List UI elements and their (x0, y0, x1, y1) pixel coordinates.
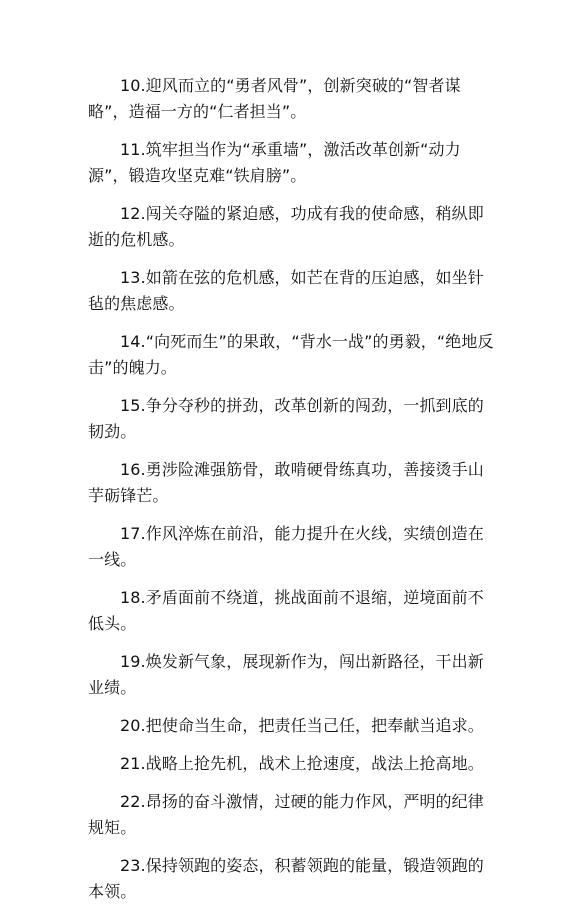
paragraph-10: 10.迎风而立的“勇者风骨”，创新突破的“智者谋略”，造福一方的“仁者担当”。 (88, 76, 461, 121)
paragraph-23: 23.保持领跑的姿态，积蓄领跑的能量，锻造领跑的本领。 (88, 856, 484, 901)
paragraph-19: 19.焕发新气象，展现新作为，闯出新路径，干出新业绩。 (88, 652, 484, 697)
paragraph-22: 22.昂扬的奋斗激情，过硬的能力作风，严明的纪律规矩。 (88, 792, 484, 837)
paragraph-15: 15.争分夺秒的拼劲，改革创新的闯劲，一抓到底的韧劲。 (88, 396, 484, 441)
paragraph-17: 17.作风淬炼在前沿，能力提升在火线，实绩创造在一线。 (88, 524, 484, 569)
paragraph-11: 11.筑牢担当作为“承重墙”，激活改革创新“动力源”，锻造攻坚克难“铁肩膀”。 (88, 140, 461, 185)
paragraph-16: 16.勇涉险滩强筋骨，敢啃硬骨练真功，善接烫手山芋砺锋芒。 (88, 460, 484, 505)
paragraph-18: 18.矛盾面前不绕道，挑战面前不退缩，逆境面前不低头。 (88, 588, 484, 633)
paragraph-12: 12.闯关夺隘的紧迫感，功成有我的使命感，稍纵即逝的危机感。 (88, 204, 484, 249)
document-page (88, 73, 498, 917)
paragraph-14: 14.“向死而生”的果敢，“背水一战”的勇毅，“绝地反击”的魄力。 (88, 332, 494, 377)
paragraph-21: 21.战略上抢先机，战术上抢速度，战法上抢高地。 (120, 754, 484, 773)
paragraph-20: 20.把使命当生命，把责任当己任，把奉献当追求。 (120, 716, 484, 735)
paragraph-13: 13.如箭在弦的危机感，如芒在背的压迫感，如坐针毡的焦虑感。 (88, 268, 484, 313)
